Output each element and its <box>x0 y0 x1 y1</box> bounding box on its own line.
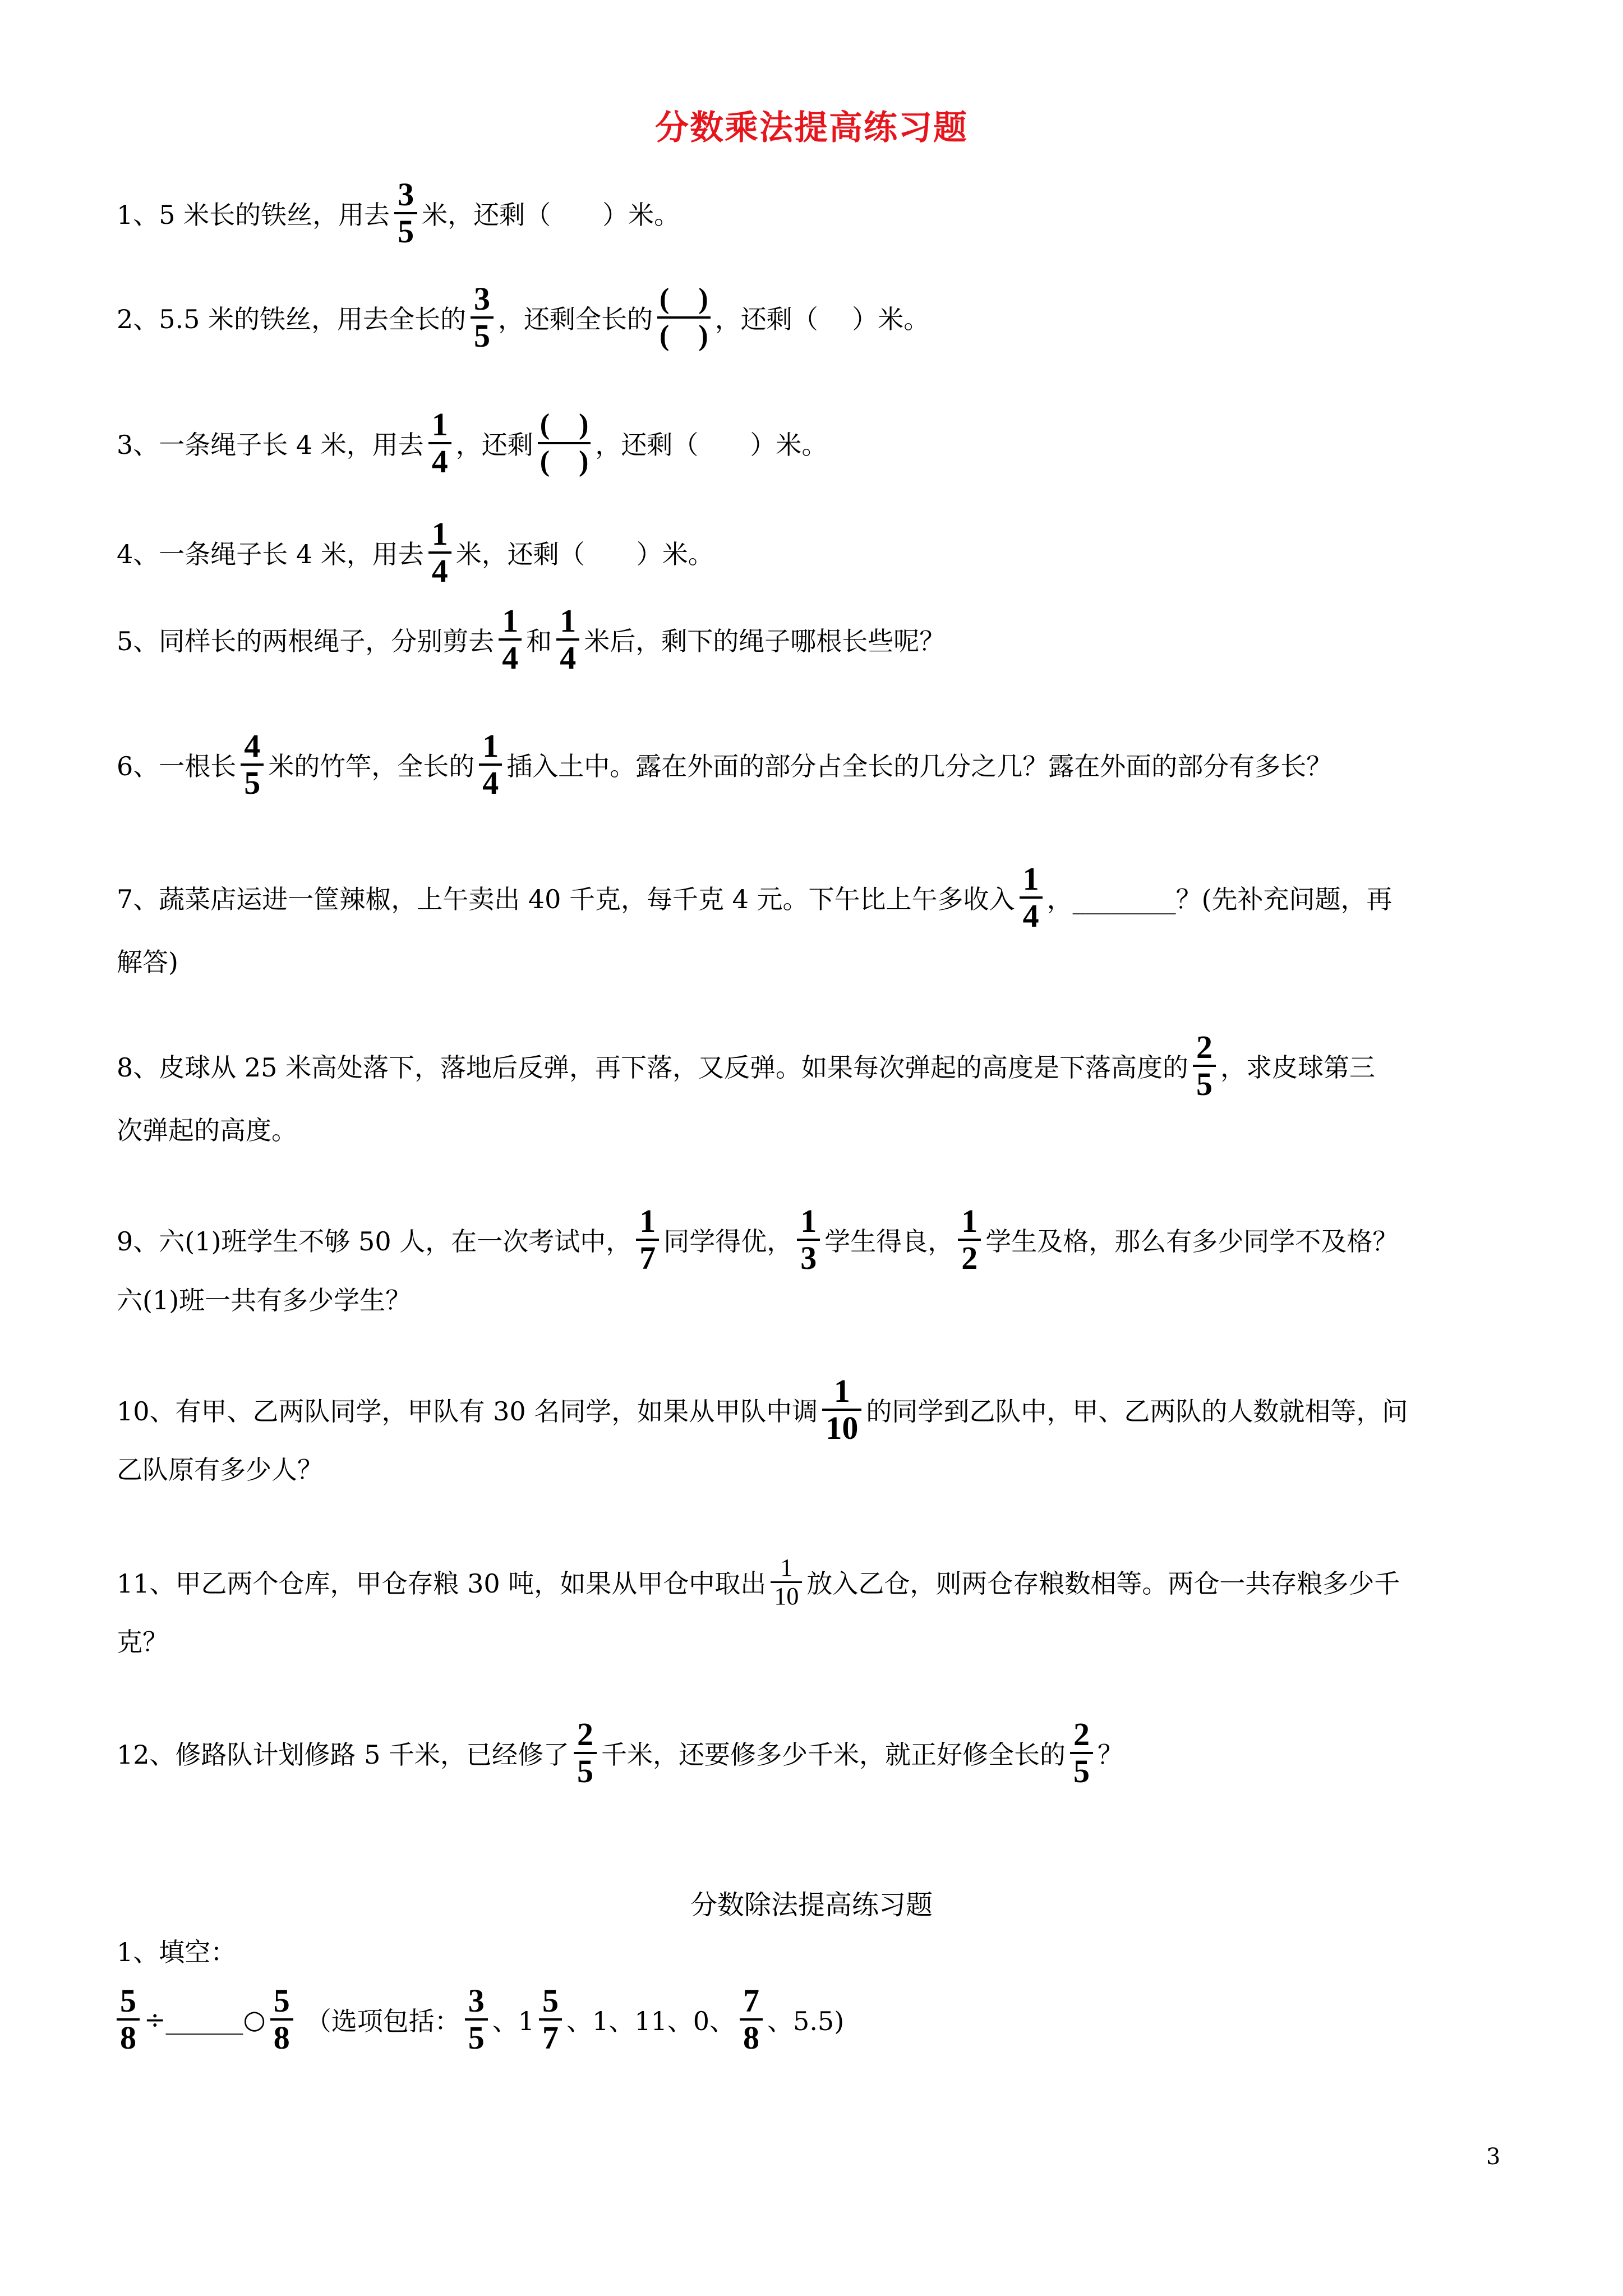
page-title: 分数乘法提高练习题 <box>655 108 968 148</box>
blank-fraction <box>538 407 591 479</box>
question-1 <box>117 174 1513 252</box>
fraction <box>958 1204 981 1276</box>
question-text: 学生得良， <box>824 1226 954 1257</box>
numerator: 1 <box>780 1553 793 1581</box>
question-text: 9、六(1)班学生不够 50 人，在一次考试中， <box>117 1226 632 1257</box>
section-title: 分数除法提高练习题 <box>690 1889 933 1921</box>
numerator: 5 <box>542 1982 559 2019</box>
question-text: 的同学到乙队中，甲、乙两队的人数就相等，问 <box>866 1396 1408 1427</box>
question-9-continued: 六(1)班一共有多少学生？ <box>117 1285 412 1315</box>
options-text: 、5.5) <box>767 2006 845 2036</box>
numerator: 1 <box>560 602 577 639</box>
question-text: 千米，还要修多少千米，就正好修全长的 <box>601 1740 1066 1770</box>
fraction <box>1020 862 1043 933</box>
question-text: 米，还剩（ ）米。 <box>455 539 714 569</box>
question-text: ，还剩 <box>455 430 533 460</box>
numerator: ( ) <box>540 408 589 440</box>
numerator: 2 <box>577 1716 594 1752</box>
question-text: 放入乙仓，则两仓存粮数相等。两仓一共存粮多少千 <box>806 1568 1400 1599</box>
numerator: 5 <box>120 1982 136 2019</box>
denominator: 8 <box>117 2018 140 2055</box>
denominator: 5 <box>1070 1752 1093 1789</box>
question-9 <box>117 1200 1513 1279</box>
question-2 <box>117 278 1513 357</box>
question-text: 插入土中。露在外面的部分占全长的几分之几？露在外面的部分有多长？ <box>506 751 1332 781</box>
options-text: （选项包括： <box>305 2006 460 2036</box>
fraction <box>270 1984 293 2055</box>
fraction <box>797 1204 820 1276</box>
numerator: ( ) <box>660 283 708 315</box>
fraction <box>574 1717 597 1789</box>
question-text: ，求皮球第三 <box>1220 1052 1376 1083</box>
question-text: 和 <box>526 626 552 656</box>
numerator: 3 <box>468 1982 485 2019</box>
question-text: 4、一条绳子长 4 米，用去 <box>117 539 424 569</box>
question-text: 米后，剩下的绳子哪根长些呢？ <box>584 626 946 656</box>
question-text: 7、蔬菜店运进一筐辣椒，上午卖出 40 千克，每千克 4 元。下午比上午多收入 <box>117 884 1015 914</box>
question-text: 12、修路队计划修路 5 千米，已经修了 <box>117 1740 570 1770</box>
fraction <box>636 1204 659 1276</box>
question-text: 6、一根长 <box>117 751 237 781</box>
fraction <box>556 604 579 675</box>
question-text: 米，还剩（ ）米。 <box>422 200 680 230</box>
denominator: 4 <box>499 638 522 675</box>
numerator: 1 <box>502 602 519 639</box>
numerator: 5 <box>273 1982 290 2019</box>
denominator: 4 <box>428 551 451 588</box>
question-12 <box>117 1714 1513 1792</box>
question-7-continued: 解答) <box>117 947 178 977</box>
fraction <box>117 1984 140 2055</box>
denominator: 4 <box>1020 896 1043 933</box>
fraction <box>394 177 417 249</box>
question-text: 同学得优， <box>663 1226 793 1257</box>
numerator: 3 <box>398 176 414 213</box>
question-text: ，还剩全长的 <box>498 304 653 334</box>
question-7 <box>117 858 1513 937</box>
question-text: 10、有甲、乙两队同学，甲队有 30 名同学，如果从甲队中调 <box>117 1396 818 1427</box>
numerator: 1 <box>482 728 499 764</box>
fraction <box>771 1554 802 1610</box>
fraction <box>428 407 451 479</box>
question-5 <box>117 600 1513 679</box>
options-text: 、1 <box>492 2006 534 2036</box>
page-number: 3 <box>1486 2144 1501 2170</box>
question-11-continued: 克？ <box>117 1627 168 1657</box>
blank-fraction <box>657 282 711 353</box>
question-6 <box>117 725 1513 804</box>
numerator: 1 <box>431 406 448 443</box>
question-8-continued: 次弹起的高度。 <box>117 1115 297 1145</box>
denominator: 7 <box>636 1239 659 1276</box>
question-text: ，________？(先补充问题，再 <box>1046 884 1393 914</box>
fraction <box>822 1374 861 1446</box>
denominator: 2 <box>958 1239 981 1276</box>
question-11 <box>117 1543 1513 1621</box>
fill-in-expression <box>117 1980 1513 2059</box>
question-text: 11、甲乙两个仓库，甲仓存粮 30 吨，如果从甲仓中取出 <box>117 1568 767 1599</box>
fraction <box>428 517 451 588</box>
numerator: 1 <box>961 1203 978 1239</box>
denominator: 5 <box>241 763 264 800</box>
numerator: 7 <box>743 1982 760 2019</box>
numerator: 2 <box>1073 1716 1090 1752</box>
question-10 <box>117 1370 1513 1449</box>
numerator: 2 <box>1196 1029 1213 1065</box>
denominator: 10 <box>822 1409 861 1446</box>
denominator: 5 <box>471 316 494 353</box>
question-text: 米的竹竿，全长的 <box>268 751 475 781</box>
denominator: 5 <box>1193 1065 1216 1102</box>
numerator: 1 <box>1022 861 1039 897</box>
numerator: 1 <box>833 1373 850 1409</box>
question-text: 1、5 米长的铁丝，用去 <box>117 200 390 230</box>
fraction <box>539 1984 562 2055</box>
denominator: 5 <box>465 2018 488 2055</box>
denominator: 4 <box>428 442 451 479</box>
question-text: 3、一条绳子长 4 米，用去 <box>117 430 424 460</box>
numerator: 1 <box>431 516 448 552</box>
question-text: 8、皮球从 25 米高处落下，落地后反弹，再下落，又反弹。如果每次弹起的高度是下落高度的 <box>117 1052 1189 1083</box>
fraction <box>241 729 264 800</box>
denominator: 4 <box>556 638 579 675</box>
section-2-question-1-label: 1、填空： <box>117 1937 237 1967</box>
operator-blank: ÷______○ <box>144 2004 266 2035</box>
fraction <box>465 1984 488 2055</box>
denominator: 4 <box>479 763 502 800</box>
question-text: 2、5.5 米的铁丝，用去全长的 <box>117 304 467 334</box>
denominator: 5 <box>394 212 417 249</box>
numerator: 1 <box>639 1203 656 1239</box>
question-4 <box>117 513 1513 592</box>
question-text: 5、同样长的两根绳子，分别剪去 <box>117 626 495 656</box>
fraction <box>740 1984 763 2055</box>
denominator: ( ) <box>538 442 591 479</box>
numerator: 1 <box>800 1203 817 1239</box>
fraction <box>479 729 502 800</box>
fraction <box>1193 1030 1216 1102</box>
denominator: 3 <box>797 1239 820 1276</box>
denominator: ( ) <box>657 316 711 353</box>
question-text: ，还剩（ ）米。 <box>595 430 828 460</box>
question-text: ，还剩（ ）米。 <box>714 304 930 334</box>
denominator: 8 <box>740 2018 763 2055</box>
question-text: 学生及格，那么有多少同学不及格？ <box>985 1226 1399 1257</box>
question-3 <box>117 404 1513 482</box>
options-text: 、1、11、0、 <box>566 2006 736 2036</box>
fraction <box>499 604 522 675</box>
question-8 <box>117 1027 1513 1105</box>
numerator: 3 <box>474 280 491 317</box>
denominator: 5 <box>574 1752 597 1789</box>
denominator: 8 <box>270 2018 293 2055</box>
numerator: 4 <box>244 728 261 764</box>
fraction <box>471 282 494 353</box>
denominator: 10 <box>771 1581 802 1610</box>
fraction <box>1070 1717 1093 1789</box>
question-10-continued: 乙队原有多少人？ <box>117 1455 323 1485</box>
denominator: 7 <box>539 2018 562 2055</box>
question-text: ？ <box>1098 1740 1124 1770</box>
